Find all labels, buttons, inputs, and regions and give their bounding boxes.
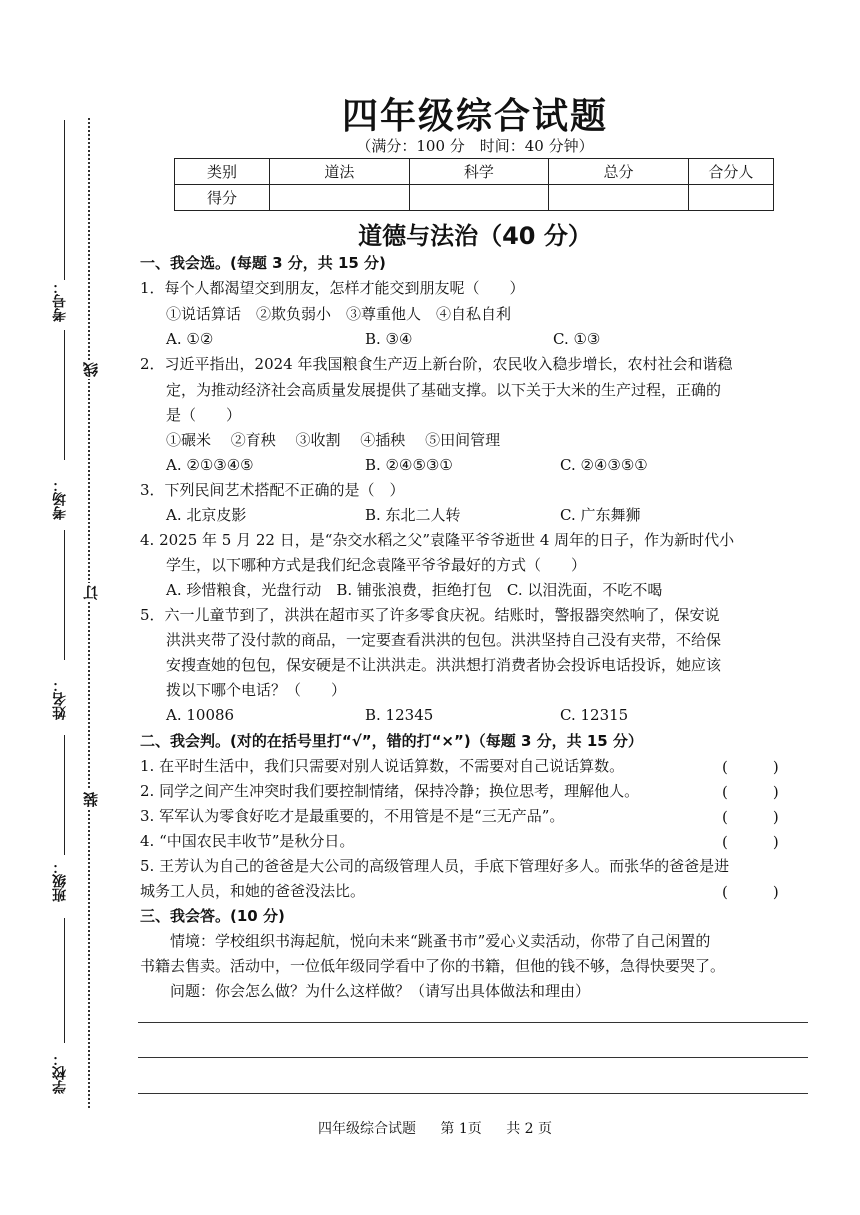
binding-dotted-line — [88, 118, 90, 1108]
score-cell-category: 类别 — [175, 159, 270, 185]
score-cell-blank[interactable] — [270, 185, 410, 211]
exam-room-blank — [64, 330, 65, 460]
class-blank — [64, 735, 65, 855]
judge-q5-line1: 5. 王芳认为自己的爸爸是大公司的高级管理人员，手底下管理好多人。而张华的爸爸是进 — [140, 857, 730, 875]
score-cell-morality: 道法 — [270, 159, 410, 185]
q2-option-b: B. ②④⑤③① — [365, 456, 453, 474]
score-cell-blank[interactable] — [549, 185, 689, 211]
exam-number-label: 考号： — [52, 280, 68, 322]
cut-mark-staple: 装 — [82, 792, 100, 807]
footer-total-pages: 共 2 页 — [506, 1121, 553, 1137]
q4-line2: 学生，以下哪种方式是我们纪念袁隆平爷爷最好的方式（ ） — [166, 556, 587, 574]
q2-option-a: A. ②①③④⑤ — [166, 456, 254, 474]
cut-mark-line: 线 — [82, 362, 100, 377]
judge-q2-answer-paren[interactable]: ( ) — [722, 783, 779, 801]
footer-page-number: 第 1页 — [440, 1121, 482, 1137]
q2-line3: 是（ ） — [166, 406, 242, 424]
exam-title: 四年级综合试题 — [341, 96, 608, 137]
exam-subtitle: （满分：100 分 时间：40 分钟） — [356, 137, 594, 155]
exam-room-label: 考场： — [52, 478, 68, 520]
answer-line[interactable] — [138, 1093, 808, 1094]
question-prompt: 问题：你会怎么做？为什么这样做？（请写出具体做法和理由） — [140, 982, 591, 1000]
name-label: 姓名： — [52, 678, 68, 720]
score-table-score-row — [175, 185, 774, 211]
answer-line[interactable] — [138, 1022, 808, 1023]
part1-heading: 一、我会选。(每题 3 分，共 15 分) — [140, 254, 386, 272]
q2-line2: 定，为推动经济社会高质量发展提供了基础支撑。以下关于大米的生产过程，正确的 — [166, 381, 722, 399]
judge-q3-answer-paren[interactable]: ( ) — [722, 808, 779, 826]
q4-options: A. 珍惜粮食，光盘行动 B. 铺张浪费，拒绝打包 C. 以泪洗面，不吃不喝 — [166, 581, 663, 599]
score-cell-science: 科学 — [409, 159, 549, 185]
part3-heading: 三、我会答。(10 分) — [140, 907, 285, 925]
answer-line[interactable] — [138, 1057, 808, 1058]
q1-items: ①说话算话 ②欺负弱小 ③尊重他人 ④自私自利 — [166, 305, 512, 323]
scenario-line1: 情境：学校组织书海起航，悦向未来“跳蚤书市”爱心义卖活动，你带了自己闲置的 — [140, 932, 711, 950]
section-title: 道德与法治（40 分） — [358, 222, 592, 250]
q2-line1: 2．习近平指出，2024 年我国粮食生产迈上新台阶，农民收入稳步增长，农村社会和谐稳 — [140, 355, 733, 373]
q5-line2: 洪洪夹带了没付款的商品，一定要查看洪洪的包包。洪洪坚持自己没有夹带，不给保 — [166, 631, 722, 649]
score-cell-total: 总分 — [549, 159, 689, 185]
q5-line1: 5．六一儿童节到了，洪洪在超市买了许多零食庆祝。结账时，警报器突然响了，保安说 — [140, 606, 720, 624]
score-cell-blank[interactable] — [688, 185, 773, 211]
q5-option-b: B. 12345 — [365, 706, 434, 724]
q4-line1: 4. 2025 年 5 月 22 日，是“杂交水稻之父”袁隆平爷爷逝世 4 周年的日子，作为新时代小 — [140, 531, 735, 549]
score-cell-blank[interactable] — [409, 185, 549, 211]
score-cell-score-label: 得分 — [175, 185, 270, 211]
class-label: 班级： — [52, 860, 68, 902]
footer-title: 四年级综合试题 — [317, 1121, 416, 1137]
score-table-header-row — [175, 159, 774, 185]
q1-option-c: C. ①③ — [553, 330, 601, 348]
q5-line4: 拨以下哪个电话？（ ） — [166, 681, 347, 699]
page-footer — [0, 1118, 860, 1138]
q3-option-c: C. 广东舞狮 — [560, 506, 641, 524]
part2-heading: 二、我会判。(对的在括号里打“√”，错的打“×”)（每题 3 分，共 15 分） — [140, 732, 643, 750]
judge-q4: 4. “中国农民丰收节”是秋分日。 — [140, 832, 355, 850]
q1-option-a: A. ①② — [166, 330, 214, 348]
school-blank — [64, 918, 65, 1043]
judge-q1: 1. 在平时生活中，我们只需要对别人说话算数，不需要对自己说话算数。 — [140, 757, 625, 775]
score-cell-checker: 合分人 — [688, 159, 773, 185]
q5-option-a: A. 10086 — [166, 706, 235, 724]
cut-mark-bind: 订 — [82, 585, 100, 600]
judge-q1-answer-paren[interactable]: ( ) — [722, 758, 779, 776]
q3-option-a: A. 北京皮影 — [166, 506, 247, 524]
judge-q3: 3. 军军认为零食好吃才是最重要的，不用管是不是“三无产品”。 — [140, 807, 565, 825]
q3-option-b: B. 东北二人转 — [365, 506, 461, 524]
judge-q4-answer-paren[interactable]: ( ) — [722, 833, 779, 851]
name-blank — [64, 530, 65, 660]
q1-stem: 1．每个人都渴望交到朋友，怎样才能交到朋友呢（ ） — [140, 279, 525, 297]
q2-option-c: C. ②④③⑤① — [560, 456, 648, 474]
q5-line3: 安搜查她的包包，保安硬是不让洪洪走。洪洪想打消费者协会投诉电话投诉，她应该 — [166, 656, 722, 674]
judge-q5-line2: 城务工人员，和她的爸爸没法比。 — [140, 882, 366, 900]
judge-q2: 2. 同学之间产生冲突时我们要控制情绪，保持冷静；换位思考，理解他人。 — [140, 782, 640, 800]
q2-items: ①碾米 ②育秧 ③收割 ④插秧 ⑤田间管理 — [166, 431, 501, 449]
q3-stem: 3．下列民间艺术搭配不正确的是（ ） — [140, 481, 405, 499]
scenario-line2: 书籍去售卖。活动中，一位低年级同学看中了你的书籍，但他的钱不够，急得快要哭了。 — [140, 957, 726, 975]
q1-option-b: B. ③④ — [365, 330, 413, 348]
school-label: 学校： — [52, 1052, 68, 1094]
score-table — [174, 158, 774, 211]
judge-q5-answer-paren[interactable]: ( ) — [722, 883, 779, 901]
q5-option-c: C. 12315 — [560, 706, 629, 724]
